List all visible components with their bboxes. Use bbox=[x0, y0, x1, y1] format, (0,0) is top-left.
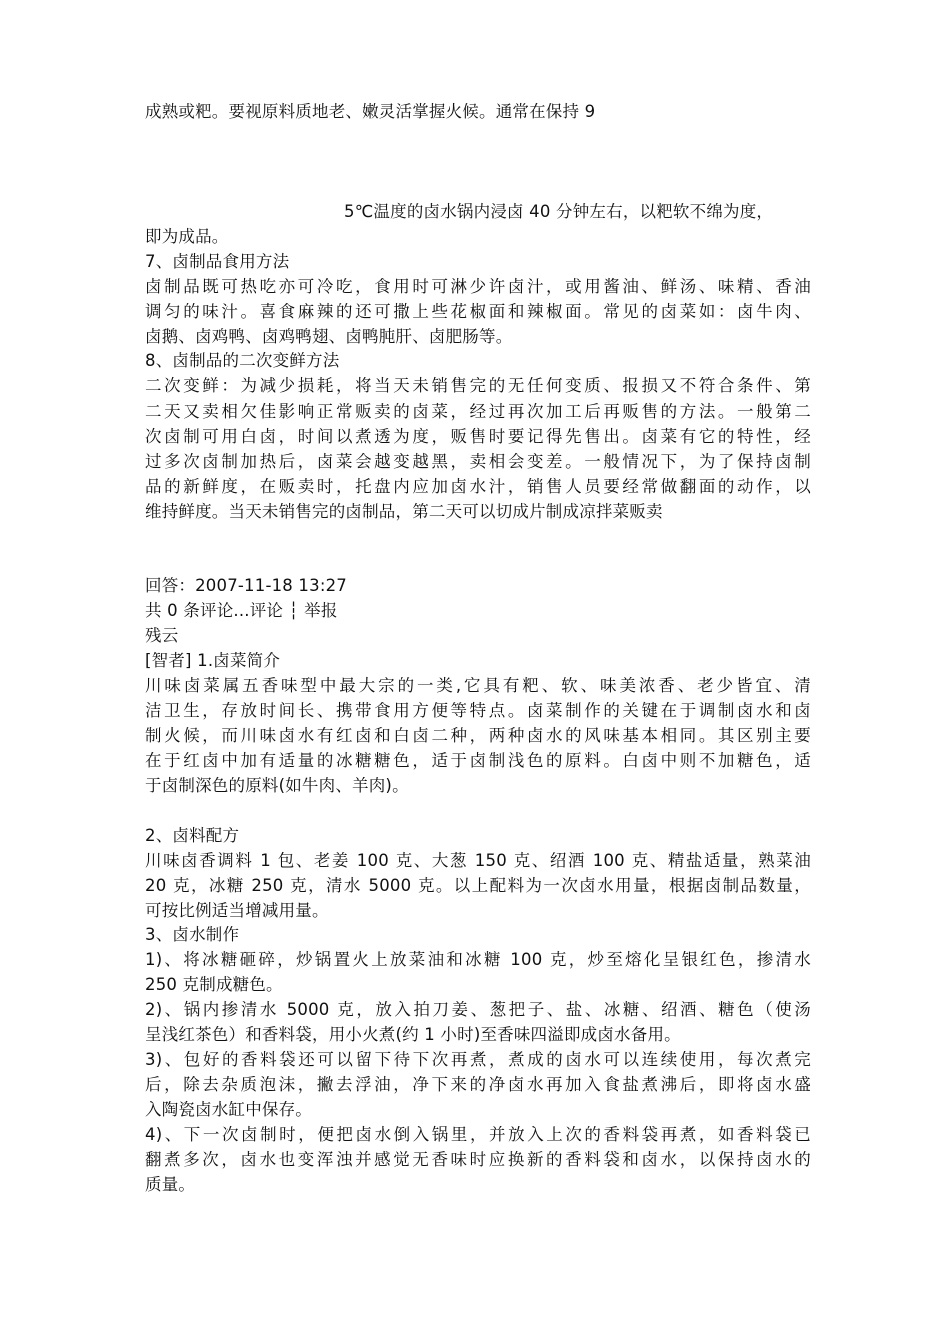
paragraph-line: 于卤制深色的原料(如牛肉、羊肉)。 bbox=[145, 776, 409, 795]
section-heading: 2、卤料配方 bbox=[145, 826, 240, 845]
paragraph-line: 洁卫生，存放时间长、携带食用方便等特点。卤菜制作的关键在于调制卤水和卤 bbox=[145, 701, 811, 720]
section-heading: 8、卤制品的二次变鲜方法 bbox=[145, 351, 340, 370]
paragraph-line: 后，除去杂质泡沫，撇去浮油，净下来的净卤水再加入食盐煮沸后，即将卤水盛 bbox=[145, 1075, 811, 1094]
paragraph-line: 二天又卖相欠佳影响正常贩卖的卤菜，经过再次加工后再贩售的方法。一般第二 bbox=[145, 402, 811, 421]
paragraph-line: 5℃温度的卤水锅内浸卤 40 分钟左右，以粑软不绵为度， bbox=[344, 202, 774, 221]
comment-report-links[interactable]: 共 0 条评论...评论 ┆ 举报 bbox=[145, 601, 338, 620]
paragraph-line: 川味卤菜属五香味型中最大宗的一类,它具有粑、软、味美浓香、老少皆宜、清 bbox=[145, 676, 811, 695]
paragraph-line: 20 克，冰糖 250 克，清水 5000 克。以上配料为一次卤水用量，根据卤制品数量， bbox=[145, 876, 811, 895]
section-heading: 3、卤水制作 bbox=[145, 925, 240, 944]
paragraph-line: 次卤制可用白卤，时间以煮透为度，贩售时要记得先售出。卤菜有它的特性，经 bbox=[145, 427, 811, 446]
paragraph-line: 维持鲜度。当天未销售完的卤制品，第二天可以切成片制成凉拌菜贩卖 bbox=[145, 502, 663, 521]
paragraph-line: 呈浅红茶色）和香料袋，用小火煮(约 1 小时)至香味四溢即成卤水备用。 bbox=[145, 1025, 681, 1044]
paragraph-line: 4)、下一次卤制时，便把卤水倒入锅里，并放入上次的香料袋再煮，如香料袋已 bbox=[145, 1125, 811, 1144]
section-heading: 7、卤制品食用方法 bbox=[145, 252, 290, 271]
author-name: 残云 bbox=[145, 626, 179, 645]
paragraph-line: 二次变鲜：为减少损耗，将当天未销售完的无任何变质、报损又不符合条件、第 bbox=[145, 376, 811, 395]
paragraph-line: 2)、锅内掺清水 5000 克，放入拍刀姜、葱把子、盐、冰糖、绍酒、糖色（使汤 bbox=[145, 1000, 811, 1019]
paragraph-line: 川味卤香调料 1 包、老姜 100 克、大葱 150 克、绍酒 100 克、精盐适量，熟菜油 bbox=[145, 851, 811, 870]
paragraph-line: 在于红卤中加有适量的冰糖糖色，适于卤制浅色的原料。白卤中则不加糖色，适 bbox=[145, 751, 811, 770]
paragraph-line: 3)、包好的香料袋还可以留下待下次再煮，煮成的卤水可以连续使用，每次煮完 bbox=[145, 1050, 811, 1069]
paragraph-line: 入陶瓷卤水缸中保存。 bbox=[145, 1100, 312, 1119]
paragraph-line: 过多次卤制加热后，卤菜会越变越黑，卖相会变差。一般情况下，为了保持卤制 bbox=[145, 452, 811, 471]
paragraph-line: 成熟或粑。要视原料质地老、嫩灵活掌握火候。通常在保持 9 bbox=[145, 102, 596, 121]
paragraph-line: 制火候，而川味卤水有红卤和白卤二种，两种卤水的风味基本相同。其区别主要 bbox=[145, 726, 811, 745]
paragraph-line: 250 克制成糖色。 bbox=[145, 975, 283, 994]
paragraph-line: 调匀的味汁。喜食麻辣的还可撒上些花椒面和辣椒面。常见的卤菜如：卤牛肉、 bbox=[145, 302, 811, 321]
paragraph-line: 可按比例适当增减用量。 bbox=[145, 901, 329, 920]
paragraph-line: 卤鹅、卤鸡鸭、卤鸡鸭翅、卤鸭肫肝、卤肥肠等。 bbox=[145, 327, 513, 346]
answer-timestamp: 回答：2007-11-18 13:27 bbox=[145, 576, 347, 595]
paragraph-line: 1)、将冰糖砸碎，炒锅置火上放菜油和冰糖 100 克，炒至熔化呈银红色，掺清水 bbox=[145, 950, 811, 969]
paragraph-line: 即为成品。 bbox=[145, 227, 229, 246]
paragraph-line: 翻煮多次，卤水也变浑浊并感觉无香味时应换新的香料袋和卤水，以保持卤水的 bbox=[145, 1150, 811, 1169]
paragraph-line: 卤制品既可热吃亦可冷吃，食用时可淋少许卤汁，或用酱油、鲜汤、味精、香油 bbox=[145, 277, 811, 296]
paragraph-line: 质量。 bbox=[145, 1175, 196, 1194]
paragraph-line: 品的新鲜度，在贩卖时，托盘内应加卤水汁，销售人员要经常做翻面的动作，以 bbox=[145, 477, 811, 496]
section-heading: [智者] 1.卤菜简介 bbox=[145, 651, 281, 670]
